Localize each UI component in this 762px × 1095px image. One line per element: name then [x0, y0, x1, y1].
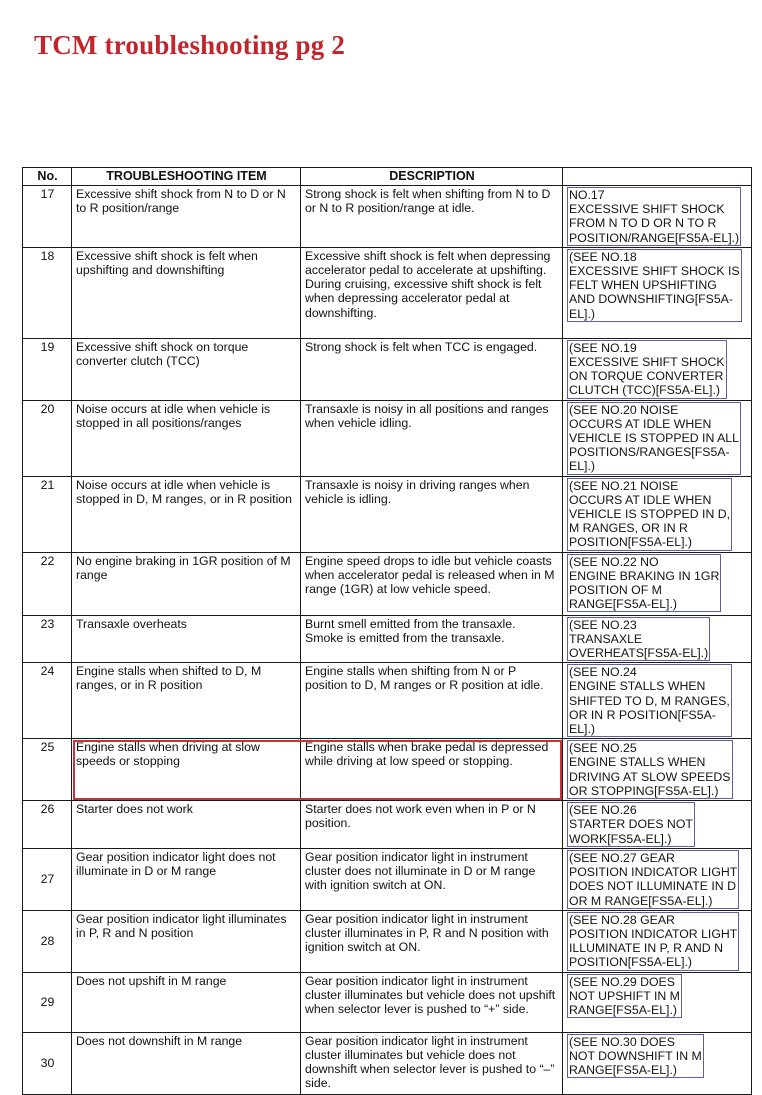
table-row	[23, 400, 752, 476]
page-title: TCM troubleshooting pg 2	[34, 30, 346, 60]
reference-cell	[563, 972, 752, 1032]
reference-cell	[563, 1032, 752, 1094]
table-row	[23, 247, 752, 338]
reference-cell	[563, 910, 752, 972]
header-no: No.	[23, 168, 72, 186]
row-number: 25	[23, 739, 72, 801]
troubleshooting-item: Transaxle overheats	[72, 615, 301, 663]
reference-link[interactable]: (SEE NO.21 NOISE OCCURS AT IDLE WHEN VEHICLE IS STOPPED IN D, M RANGES, OR IN R POSITION[FS5A-EL].)	[569, 478, 731, 550]
table-row	[23, 910, 752, 972]
troubleshooting-item: Excessive shift shock is felt when upshifting and downshifting	[72, 247, 301, 338]
troubleshooting-item: No engine braking in 1GR position of M range	[72, 552, 301, 615]
reference-cell	[563, 476, 752, 552]
reference-link[interactable]: (SEE NO.26 STARTER DOES NOT WORK[FS5A-EL].)	[569, 803, 693, 846]
description: Strong shock is felt when TCC is engaged.	[301, 338, 563, 400]
row-number: 26	[23, 801, 72, 849]
troubleshooting-item: Gear position indicator light illuminates in P, R and N position	[72, 910, 301, 972]
description: Engine speed drops to idle but vehicle coasts when accelerator pedal is released when in M range (1GR) at low vehicle speed.	[301, 552, 563, 615]
description: Transaxle is noisy in all positions and ranges when vehicle idling.	[301, 400, 563, 476]
description: Gear position indicator light in instrument cluster illuminates but vehicle does not upshift when selector lever is pushed to “+” side.	[301, 972, 563, 1032]
reference-link[interactable]: (SEE NO.20 NOISE OCCURS AT IDLE WHEN VEHICLE IS STOPPED IN ALL POSITIONS/RANGES[FS5A- EL].)	[569, 402, 739, 474]
troubleshooting-item: Excessive shift shock from N to D or N to R position/range	[72, 186, 301, 248]
troubleshooting-item: Gear position indicator light does not illuminate in D or M range	[72, 848, 301, 910]
row-number: 20	[23, 400, 72, 476]
reference-cell	[563, 801, 752, 849]
reference-link[interactable]: (SEE NO.22 NO ENGINE BRAKING IN 1GR POSITION OF M RANGE[FS5A-EL].)	[569, 554, 720, 612]
reference-link[interactable]: (SEE NO.27 GEAR POSITION INDICATOR LIGHT DOES NOT ILLUMINATE IN D OR M RANGE[FS5A-EL].)	[569, 850, 738, 908]
row-number: 19	[23, 338, 72, 400]
description: Strong shock is felt when shifting from N to D or N to R position/range at idle.	[301, 186, 563, 248]
reference-link[interactable]: (SEE NO.28 GEAR POSITION INDICATOR LIGHT ILLUMINATE IN P, R AND N POSITION[FS5A-EL].)	[569, 912, 738, 970]
header-description: DESCRIPTION	[301, 168, 563, 186]
description: Transaxle is noisy in driving ranges when vehicle is idling.	[301, 476, 563, 552]
reference-cell	[563, 615, 752, 663]
row-number: 23	[23, 615, 72, 663]
table-row	[23, 801, 752, 849]
troubleshooting-item: Engine stalls when driving at slow speeds or stopping	[72, 739, 301, 801]
description: Engine stalls when brake pedal is depressed while driving at low speed or stopping.	[301, 739, 563, 801]
table-row	[23, 552, 752, 615]
reference-cell	[563, 739, 752, 801]
header-reference	[563, 168, 752, 186]
table-row	[23, 1032, 752, 1094]
table-row	[23, 739, 752, 801]
row-number: 17	[23, 186, 72, 248]
table-row	[23, 972, 752, 1032]
row-number: 28	[23, 910, 72, 972]
reference-link[interactable]: (SEE NO.29 DOES NOT UPSHIFT IN M RANGE[FS5A-EL].)	[569, 974, 680, 1017]
table-row	[23, 615, 752, 663]
header-troubleshooting-item: TROUBLESHOOTING ITEM	[72, 168, 301, 186]
reference-cell	[563, 663, 752, 739]
row-number: 24	[23, 663, 72, 739]
table-header-row	[23, 168, 752, 186]
reference-link[interactable]: (SEE NO.18 EXCESSIVE SHIFT SHOCK IS FELT WHEN UPSHIFTING AND DOWNSHIFTING[FS5A- EL].)	[569, 249, 740, 321]
description: Gear position indicator light in instrument cluster illuminates but vehicle does not downshift when selector lever is pushed to “–” side.	[301, 1032, 563, 1094]
troubleshooting-item: Noise occurs at idle when vehicle is stopped in all positions/ranges	[72, 400, 301, 476]
table-row	[23, 476, 752, 552]
reference-cell	[563, 338, 752, 400]
reference-link[interactable]: (SEE NO.25 ENGINE STALLS WHEN DRIVING AT SLOW SPEEDS OR STOPPING[FS5A-EL].)	[569, 741, 731, 798]
troubleshooting-item: Starter does not work	[72, 801, 301, 849]
row-number: 27	[23, 848, 72, 910]
troubleshooting-table	[22, 167, 752, 1095]
troubleshooting-item: Excessive shift shock on torque converter clutch (TCC)	[72, 338, 301, 400]
reference-cell	[563, 247, 752, 338]
reference-link[interactable]: (SEE NO.30 DOES NOT DOWNSHIFT IN M RANGE[FS5A-EL].)	[569, 1034, 702, 1077]
row-number: 21	[23, 476, 72, 552]
description: Gear position indicator light in instrument cluster illuminates in P, R and N position with ignition switch at ON.	[301, 910, 563, 972]
troubleshooting-item: Does not upshift in M range	[72, 972, 301, 1032]
row-number: 29	[23, 972, 72, 1032]
description: Excessive shift shock is felt when depressing accelerator pedal to accelerate at upshifting. During cruising, excessive shift shock is felt when depressing accelerator pedal at downshifting.	[301, 247, 563, 338]
row-number: 22	[23, 552, 72, 615]
reference-cell	[563, 186, 752, 248]
table-row	[23, 663, 752, 739]
reference-link[interactable]: (SEE NO.19 EXCESSIVE SHIFT SHOCK ON TORQUE CONVERTER CLUTCH (TCC)[FS5A-EL].)	[569, 340, 725, 398]
reference-cell	[563, 552, 752, 615]
reference-link[interactable]: (SEE NO.24 ENGINE STALLS WHEN SHIFTED TO D, M RANGES, OR IN R POSITION[FS5A- EL].)	[569, 665, 730, 737]
reference-cell	[563, 848, 752, 910]
table-row	[23, 186, 752, 248]
troubleshooting-item: Noise occurs at idle when vehicle is stopped in D, M ranges, or in R position	[72, 476, 301, 552]
reference-link[interactable]: NO.17 EXCESSIVE SHIFT SHOCK FROM N TO D OR N TO R POSITION/RANGE[FS5A-EL].)	[569, 188, 740, 245]
reference-link[interactable]: (SEE NO.23 TRANSAXLE OVERHEATS[FS5A-EL].)	[569, 617, 709, 661]
description: Starter does not work even when in P or N position.	[301, 801, 563, 849]
description: Burnt smell emitted from the transaxle. Smoke is emitted from the transaxle.	[301, 615, 563, 663]
troubleshooting-item: Does not downshift in M range	[72, 1032, 301, 1094]
description: Gear position indicator light in instrument cluster does not illuminate in D or M range with ignition switch at ON.	[301, 848, 563, 910]
table-row	[23, 848, 752, 910]
table-row	[23, 338, 752, 400]
troubleshooting-item: Engine stalls when shifted to D, M ranges, or in R position	[72, 663, 301, 739]
row-number: 18	[23, 247, 72, 338]
reference-cell	[563, 400, 752, 476]
description: Engine stalls when shifting from N or P position to D, M ranges or R position at idle.	[301, 663, 563, 739]
row-number: 30	[23, 1032, 72, 1094]
